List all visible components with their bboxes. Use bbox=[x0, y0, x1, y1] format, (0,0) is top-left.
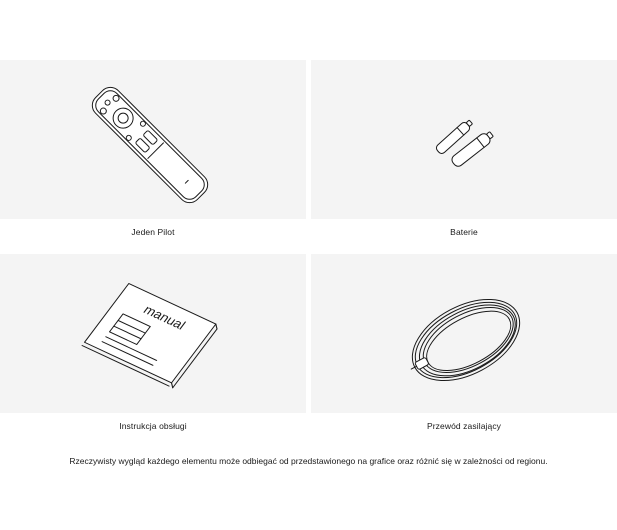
batteries-caption: Baterie bbox=[450, 227, 478, 237]
remote-card bbox=[0, 60, 306, 219]
power-cable-icon bbox=[311, 254, 617, 413]
disclaimer-text: Rzeczywisty wygląd każdego elementu może odbiegać od przedstawionego na grafice oraz różnić się w zależności od regionu. bbox=[69, 456, 548, 466]
manual-book-title: manual bbox=[140, 302, 189, 333]
remote-control-icon bbox=[0, 60, 306, 219]
manual-caption: Instrukcja obsługi bbox=[119, 421, 187, 431]
batteries-card bbox=[311, 60, 617, 219]
cable-card bbox=[311, 254, 617, 413]
manual-book-icon bbox=[0, 254, 306, 413]
remote-caption: Jeden Pilot bbox=[131, 227, 175, 237]
batteries-icon bbox=[311, 60, 617, 219]
manual-card bbox=[0, 254, 306, 413]
cable-caption: Przewód zasilający bbox=[426, 421, 502, 431]
